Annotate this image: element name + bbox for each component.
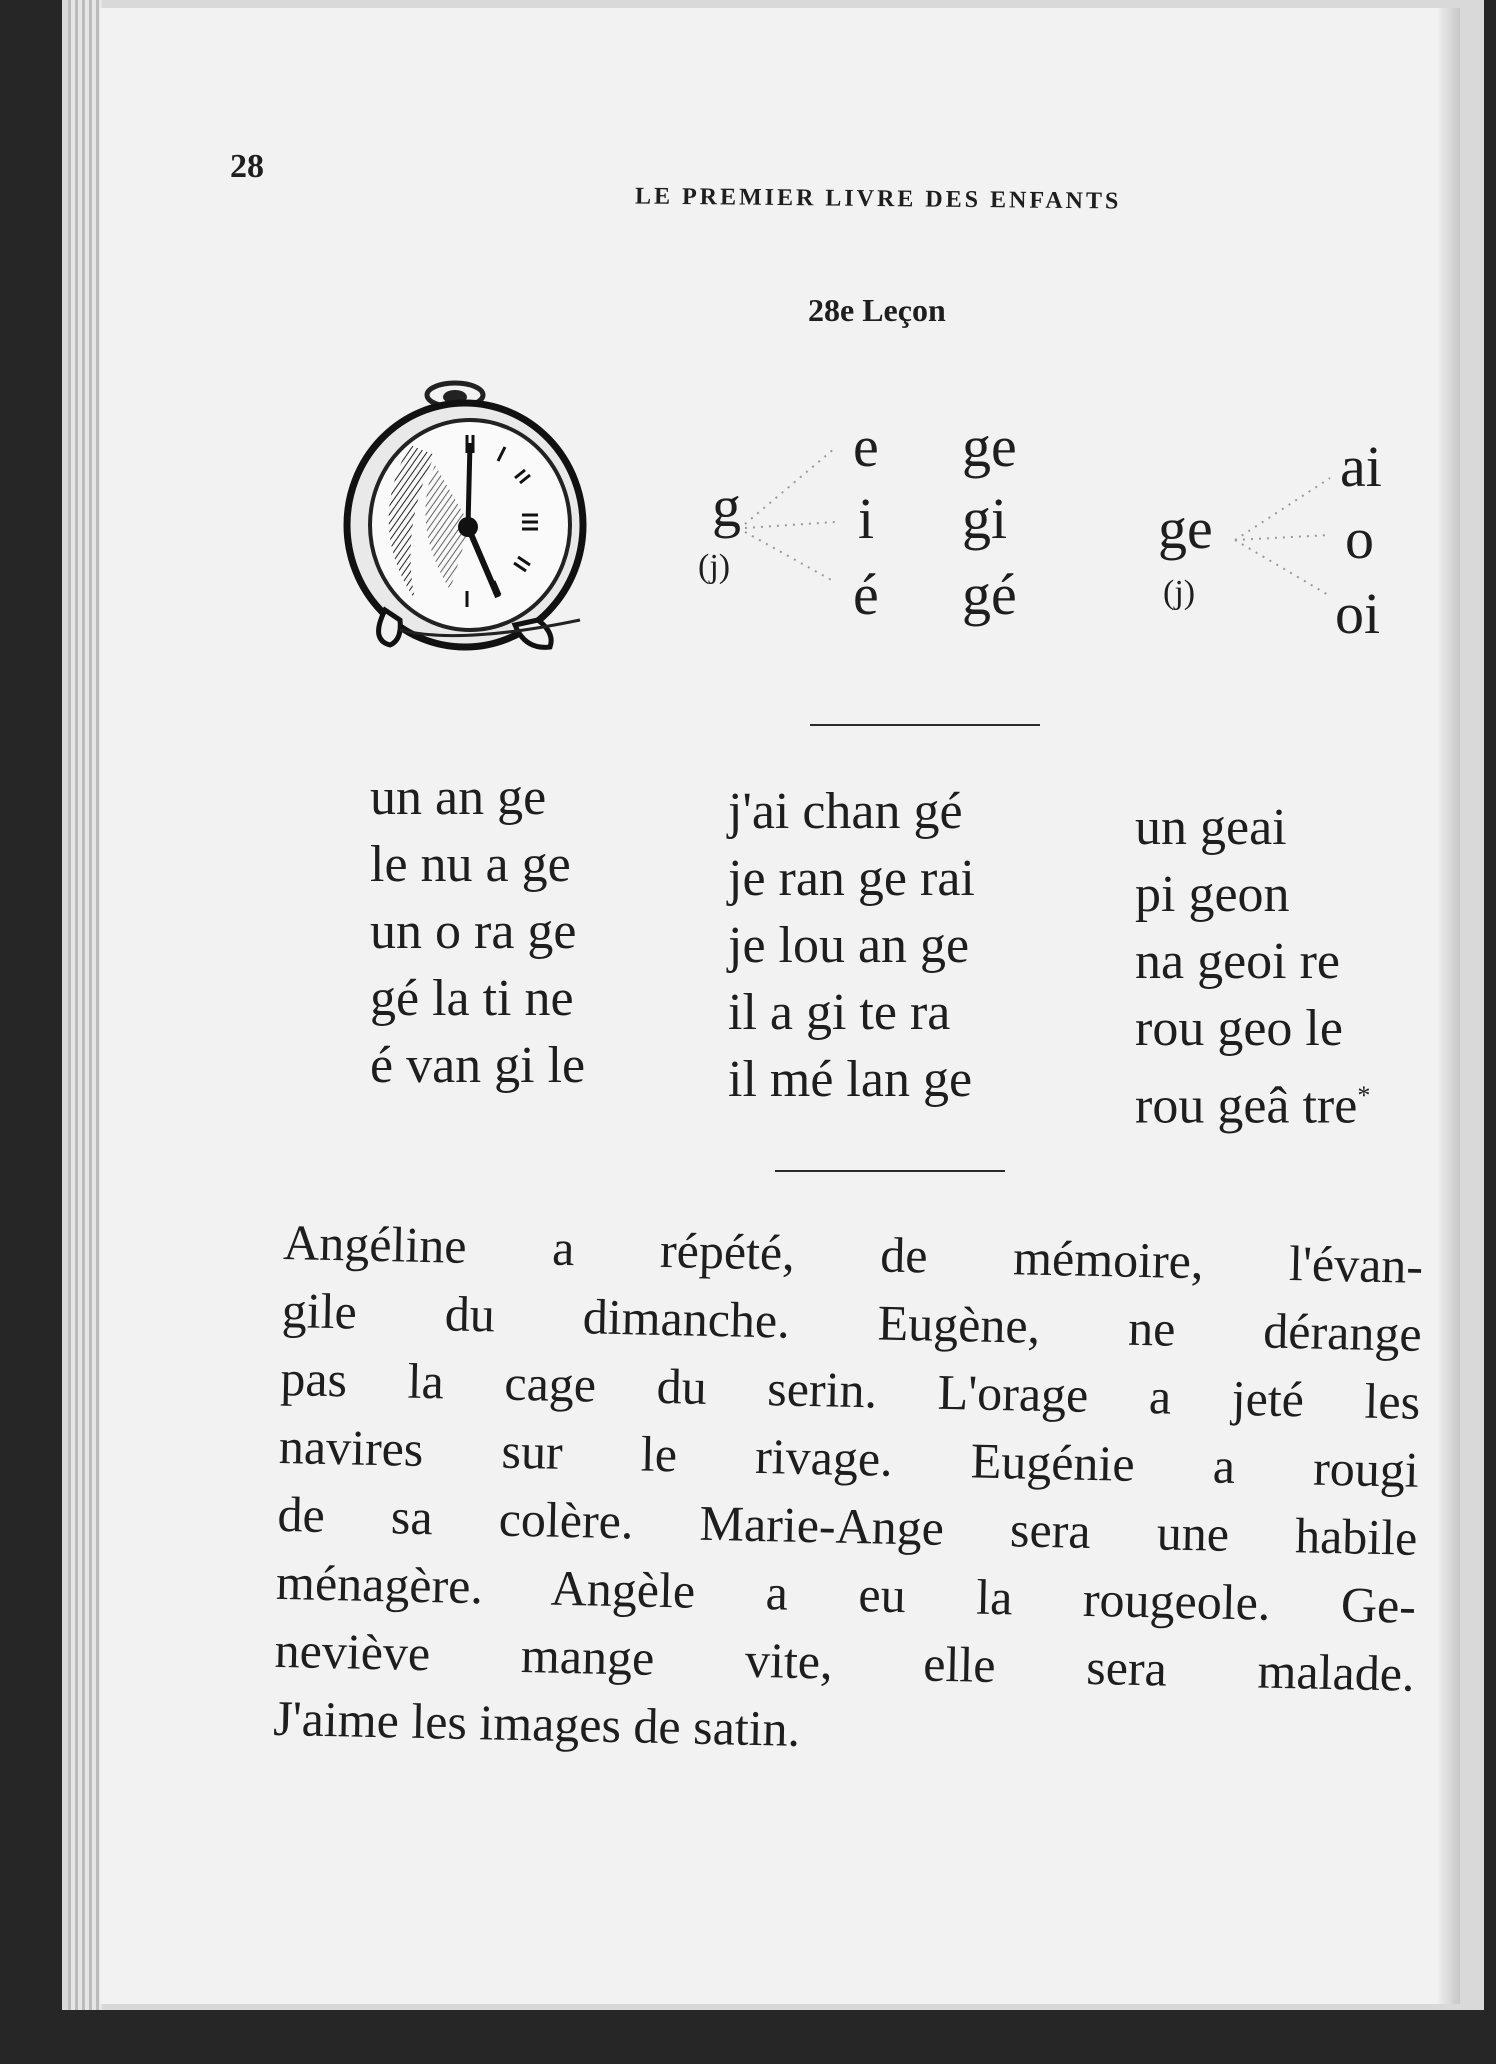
word-item: je ran ge rai xyxy=(728,850,975,907)
word-item: gé la ti ne xyxy=(370,970,574,1027)
divider-rule-top xyxy=(810,724,1040,726)
divider-rule-bottom xyxy=(775,1170,1005,1172)
word-item: un o ra ge xyxy=(370,903,577,960)
text-line: ménagère. Angèle a eu la rougeole. Ge- xyxy=(275,1553,1417,1634)
word-item: rou geo le xyxy=(1135,1000,1343,1057)
page-number: 28 xyxy=(230,148,264,185)
syllable-ge-acute: gé xyxy=(962,562,1017,627)
vowel-e: e xyxy=(853,414,879,479)
word-column-2 xyxy=(728,778,975,1113)
reading-paragraph xyxy=(273,1208,1424,1776)
text-line: Angéline a répété, de mémoire, l'évan- xyxy=(282,1213,1424,1294)
text-line: neviève mange vite, elle sera malade. xyxy=(274,1621,1416,1702)
sound-root-g: g xyxy=(712,474,741,539)
word-item: rou geâ tre xyxy=(1135,1077,1358,1135)
pronunciation-g: (j) xyxy=(698,548,731,585)
word-item: un geai xyxy=(1135,799,1287,856)
word-item: na geoi re xyxy=(1135,933,1341,990)
pronunciation-ge: (j) xyxy=(1163,574,1196,611)
vowel-ai: ai xyxy=(1340,434,1382,499)
text-line: gile du dimanche. Eugène, ne dérange xyxy=(281,1281,1423,1362)
text-line: navires sur le rivage. Eugénie a rougi xyxy=(278,1417,1420,1498)
word-item: il mé lan ge xyxy=(728,1051,973,1108)
text-line: de sa colère. Marie-Ange sera une habile xyxy=(277,1485,1418,1566)
word-item: le nu a ge xyxy=(370,836,571,893)
word-item: j'ai chan gé xyxy=(728,783,963,840)
text-line: J'aime les images de satin. xyxy=(272,1689,801,1757)
word-item: je lou an ge xyxy=(728,917,970,974)
vowel-i: i xyxy=(858,486,875,551)
lesson-title: 28e Leçon xyxy=(808,292,946,328)
sound-root-ge: ge xyxy=(1158,496,1213,561)
word-item: il a gi te ra xyxy=(728,984,951,1041)
vowel-o: o xyxy=(1345,506,1374,571)
running-head: LE PREMIER LIVRE DES ENFANTS xyxy=(634,183,1122,215)
word-item: un an ge xyxy=(370,769,547,826)
vowel-e-acute: é xyxy=(853,562,879,627)
word-item: é van gi le xyxy=(370,1037,586,1094)
footnote-mark: * xyxy=(1357,1081,1371,1110)
word-column-1 xyxy=(370,764,585,1099)
syllable-ge: ge xyxy=(962,414,1017,479)
word-column-3 xyxy=(1135,794,1370,1139)
vowel-oi: oi xyxy=(1335,581,1381,646)
text-line: pas la cage du serin. L'orage a jeté les xyxy=(279,1349,1421,1430)
alarm-clock-icon xyxy=(340,375,625,660)
word-item: pi geon xyxy=(1135,866,1290,923)
syllable-gi: gi xyxy=(962,486,1008,551)
